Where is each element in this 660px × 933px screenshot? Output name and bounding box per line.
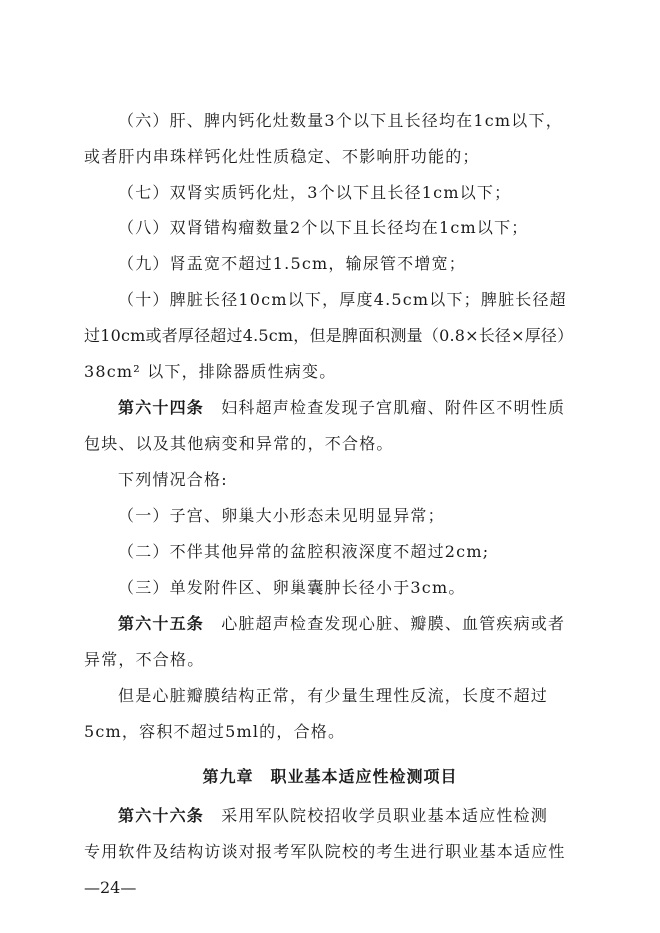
article-64: [118, 397, 584, 419]
paragraph-line: 38cm² 以下，排除器质性病变。: [84, 362, 337, 381]
paragraph-line: （二）不伴其他异常的盆腔积液深度不超过2cm;: [118, 542, 490, 561]
paragraph-line: （一）子宫、卵巢大小形态未见明显异常；: [118, 506, 445, 525]
article-65: [118, 613, 584, 635]
paragraph-line: 但是心脏瓣膜结构正常，有少量生理性反流，长度不超过: [118, 686, 549, 705]
paragraph-line: （三）单发附件区、卵巢囊肿长径小于3cm。: [118, 578, 466, 597]
paragraph-line: （八）双肾错构瘤数量2个以下且长径均在1cm以下；: [118, 218, 529, 237]
paragraph-line: 异常，不合格。: [84, 650, 205, 669]
article-text: 心脏超声检查发现心脏、瓣膜、血管疾病或者: [221, 614, 566, 633]
article-title: 第六十六条: [118, 806, 205, 825]
article-text: 采用军队院校招收学员职业基本适应性检测: [221, 806, 549, 825]
article-title: 第六十五条: [118, 614, 205, 633]
paragraph-line: 或者肝内串珠样钙化灶性质稳定、不影响肝功能的；: [84, 147, 480, 166]
article-title: 第六十四条: [118, 398, 205, 417]
chapter-heading: 第九章 职业基本适应性检测项目: [202, 767, 458, 786]
article-text: 妇科超声检查发现子宫肌瘤、附件区不明性质: [221, 398, 566, 417]
page-number: —24—: [84, 878, 137, 897]
paragraph-line: 下列情况合格:: [118, 470, 228, 489]
paragraph-line: 包块、以及其他病变和异常的，不合格。: [84, 434, 394, 453]
paragraph-line: （九）肾盂宽不超过1.5cm，输尿管不增宽；: [118, 254, 466, 273]
paragraph-line: 5cm，容积不超过5ml的，合格。: [84, 722, 346, 741]
article-66: [118, 805, 584, 827]
paragraph-line: （七）双肾实质钙化灶，3个以下且长径1cm以下；: [118, 183, 512, 202]
paragraph-line: 专用软件及结构访谈对报考军队院校的考生进行职业基本适应性: [84, 842, 566, 861]
paragraph-line: （六）肝、脾内钙化灶数量3个以下且长径均在1cm以下，: [118, 111, 563, 130]
paragraph-line: 过10cm或者厚径超过4.5cm，但是脾面积测量（0.8×长径×厚径）: [84, 326, 574, 345]
paragraph-line: （十）脾脏长径10cm以下，厚度4.5cm以下；脾脏长径超: [118, 290, 567, 309]
